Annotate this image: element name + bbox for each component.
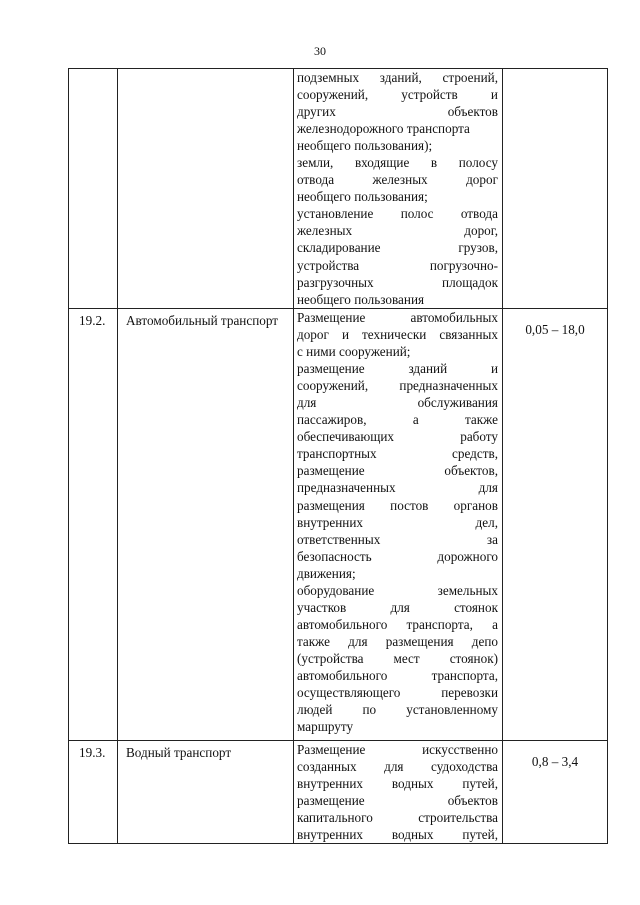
area-range-value: 0,8 – 3,4 [531,754,579,769]
cell-number [69,309,118,741]
description-line: сооружений, предназначенных [297,378,498,394]
cell-use-type [118,309,294,741]
description-line: (устройства мест стоянок) [297,650,498,666]
cell-description [294,309,503,741]
cell-number [69,741,118,844]
description-line: разгрузочных площадок [297,274,498,290]
description-line: автомобильного транспорта, [297,667,498,683]
description-line: необщего пользования); [297,138,433,154]
description-line: железных дорог, [297,223,498,239]
row-number [69,69,117,72]
description-line: движения; [297,565,356,581]
description-line: оборудование земельных [297,582,498,598]
description-line: необщего пользования; [297,189,428,205]
description-line: Размещение автомобильных [297,310,498,325]
description-line: железнодорожного транспорта [297,121,470,137]
description-line: установление полос отвода [297,206,498,222]
table-row [69,309,608,741]
description-line: других объектов [297,104,498,120]
description-line: осуществляющего перевозки [297,685,498,701]
area-range-value [503,69,607,81]
page-number: 30 [314,44,326,58]
cell-value [503,309,608,741]
description-line: обеспечивающих работу [297,429,498,445]
description-line: земли, входящие в полосу [297,155,498,171]
cell-use-type [118,69,294,309]
description-line: также для размещения депо [297,633,498,649]
description-line: внутренних водных путей, [297,827,498,843]
row-number: 19.2. [79,313,106,328]
description-line: размещение объектов, [297,463,498,479]
description-line: складирование грузов, [297,240,498,256]
description-line: предназначенных для [297,480,498,496]
description-line: капитального строительства [297,810,498,826]
use-type-name: Водный транспорт [126,745,232,760]
table-row [69,69,608,309]
description-line: автомобильного транспорта, а [297,616,498,632]
description-line: пассажиров, а также [297,412,498,428]
cell-value [503,741,608,844]
cell-use-type [118,741,294,844]
description-line: размещение зданий и [297,361,498,377]
cell-number [69,69,118,309]
description-line: подземных зданий, строений, [297,70,498,85]
description-line: людей по установленному [297,702,498,718]
description-line: размещения постов органов [297,497,498,513]
area-range-value: 0,05 – 18,0 [525,322,585,337]
description-line: для обслуживания [297,395,498,411]
table-row [69,741,608,844]
description-line: с ними сооружений; [297,344,411,360]
description-line: дорог и технически связанных [297,327,498,343]
cell-description [294,69,503,309]
use-type-name [118,69,293,72]
cell-value [503,69,608,309]
description-line: транспортных средств, [297,446,498,462]
description-line: внутренних дел, [297,514,498,530]
description-line: размещение объектов [297,793,498,809]
description-line: необщего пользования [297,291,425,307]
description-line: участков для стоянок [297,599,498,615]
use-type-name: Автомобильный транспорт [126,313,279,328]
description-line: отвода железных дорог [297,172,498,188]
description-line: Размещение искусственно [297,742,498,757]
description-line: ответственных за [297,531,498,547]
description-line: созданных для судоходства [297,759,498,775]
description-line: маршруту [297,719,354,735]
land-use-table [68,68,608,844]
description-line: внутренних водных путей, [297,776,498,792]
row-number: 19.3. [79,745,106,760]
description-line: сооружений, устройств и [297,87,498,103]
description-line: безопасность дорожного [297,548,498,564]
cell-description [294,741,503,844]
description-line: устройства погрузочно- [297,257,498,273]
